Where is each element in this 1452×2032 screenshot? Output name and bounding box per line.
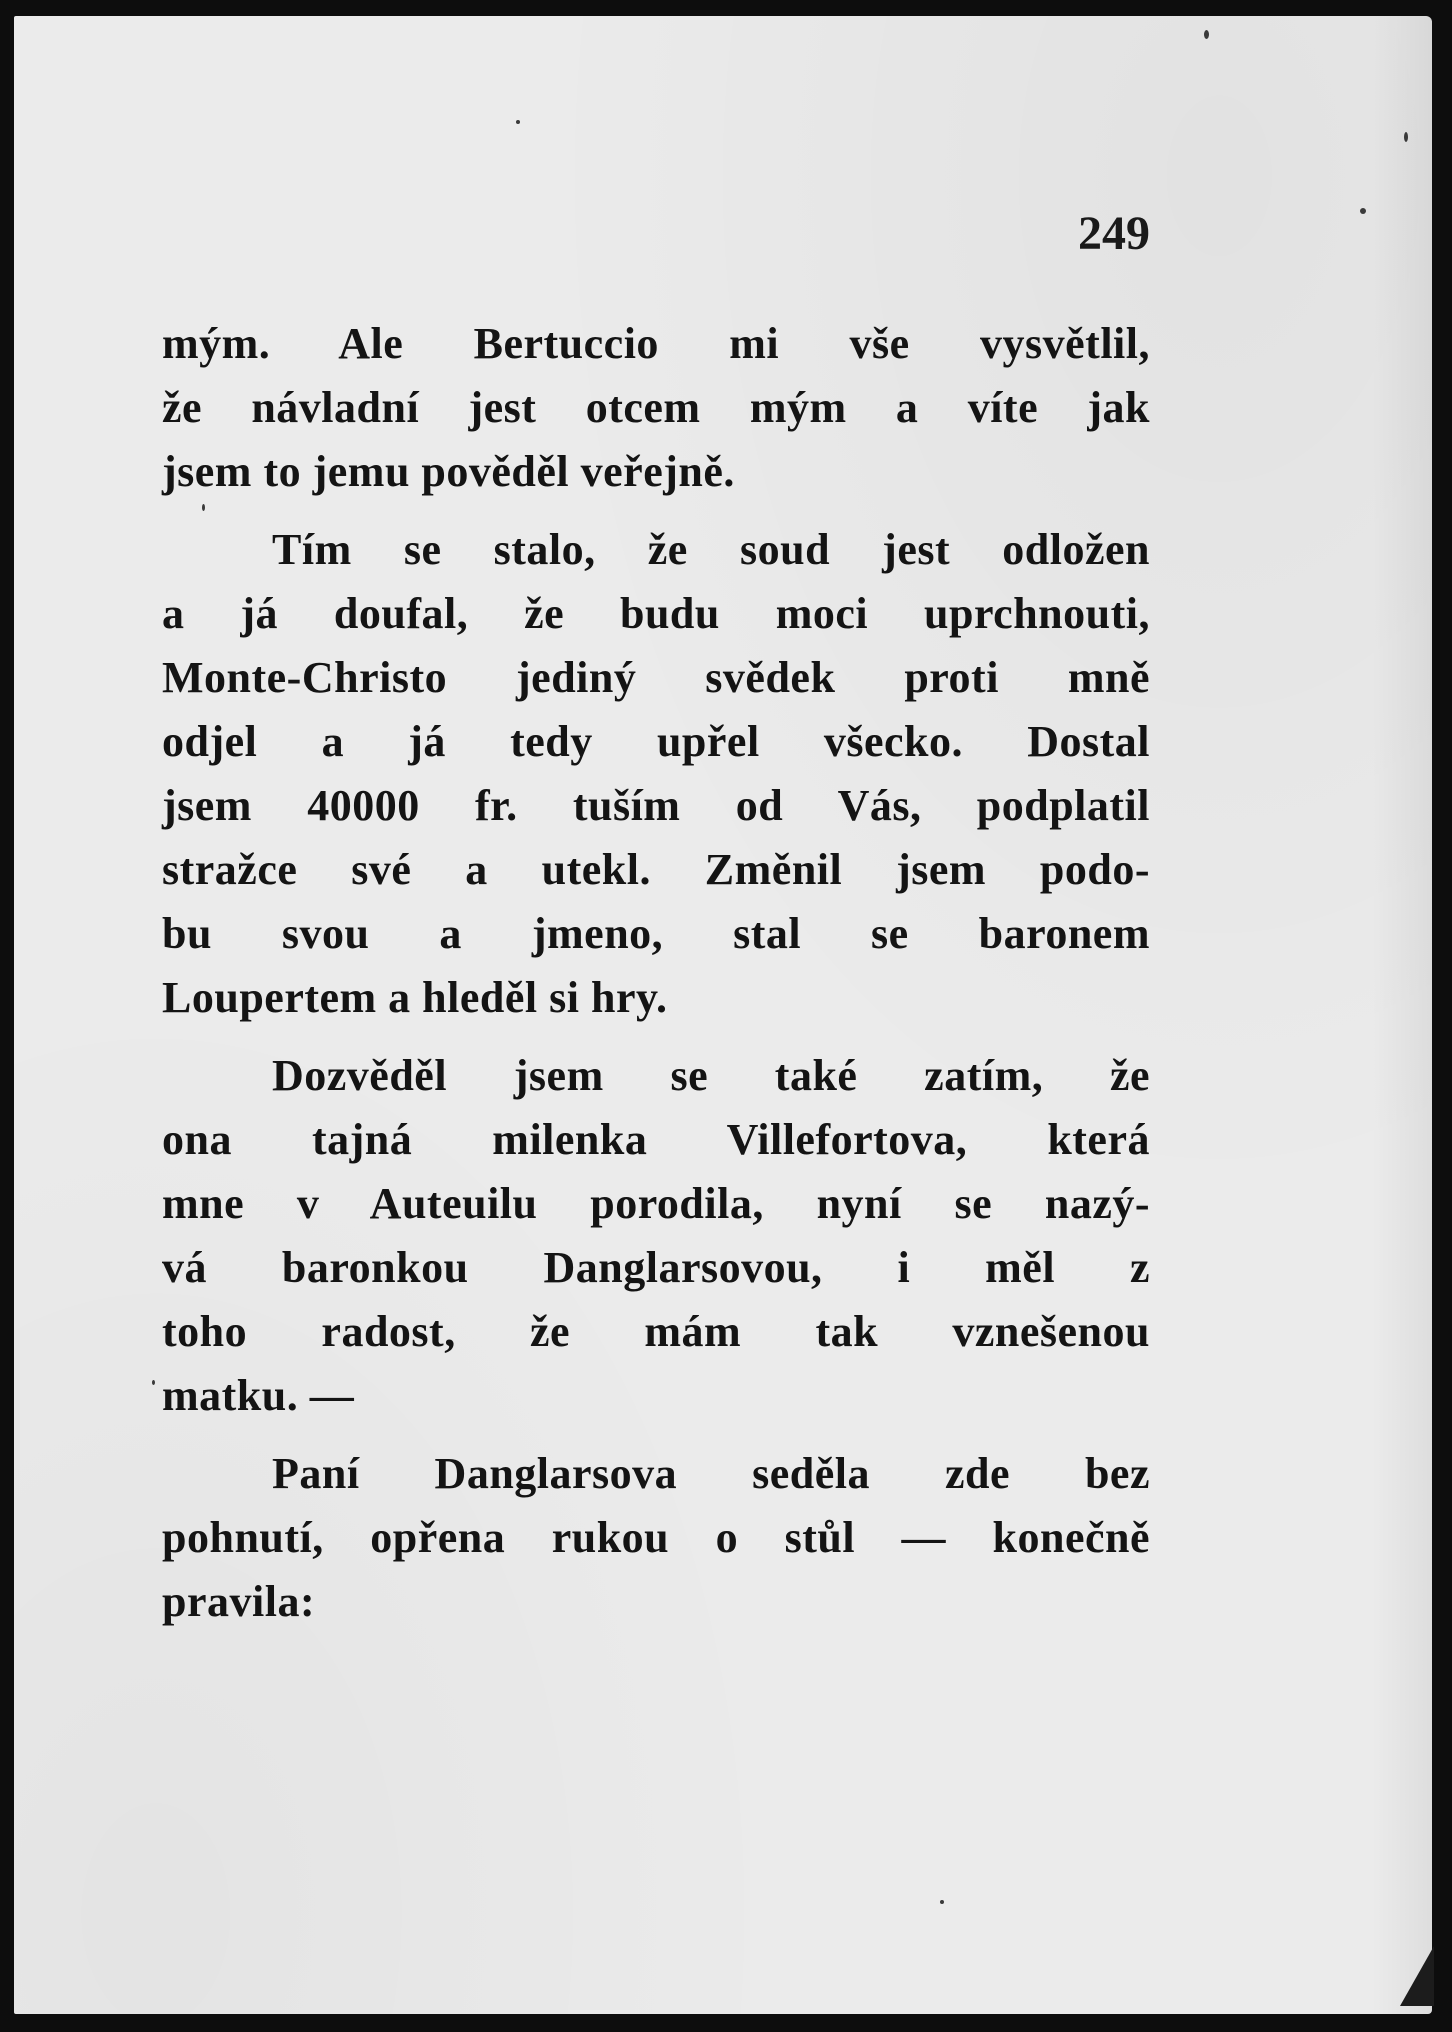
text-line: Tím se stalo, že soud jest odložen [272, 525, 1150, 574]
text-line: Paní Danglarsova seděla zde bez [272, 1449, 1150, 1498]
text-line: ona tajná milenka Villefortova, která [162, 1115, 1150, 1164]
dust-speck [940, 1900, 944, 1904]
text-line: vá baronkou Danglarsovou, i měl z [162, 1243, 1150, 1292]
text-line: Loupertem a hleděl si hry. [162, 973, 668, 1022]
dust-speck [516, 120, 520, 124]
body-text [162, 312, 1150, 1634]
paragraph [162, 1044, 1150, 1428]
text-line: matku. — [162, 1371, 355, 1420]
text-line: a já doufal, že budu moci uprchnouti, [162, 589, 1150, 638]
text-line: bu svou a jmeno, stal se baronem [162, 909, 1150, 958]
page-number: 249 [1078, 207, 1150, 260]
text-line: stražce své a utekl. Změnil jsem podo- [162, 845, 1150, 894]
text-line: Monte-Christo jediný svědek proti mně [162, 653, 1150, 702]
dust-speck [202, 504, 205, 511]
dust-speck [1204, 30, 1209, 39]
text-line: jsem to jemu pověděl veřejně. [162, 447, 735, 496]
text-line: mne v Auteuilu porodila, nyní se nazý- [162, 1179, 1150, 1228]
text-line: Dozvěděl jsem se také zatím, že [272, 1051, 1150, 1100]
dust-speck [152, 1380, 155, 1385]
book-page [14, 16, 1432, 2014]
page-edge-shadow [1372, 16, 1432, 2014]
text-line: pohnutí, opřena rukou o stůl — konečně [162, 1513, 1150, 1562]
text-line: že návladní jest otcem mým a víte jak [162, 383, 1150, 432]
text-line: mým. Ale Bertuccio mi vše vysvětlil, [162, 319, 1150, 368]
paragraph [162, 518, 1150, 1030]
text-line: pravila: [162, 1577, 316, 1626]
dust-speck [1404, 132, 1408, 142]
text-line: odjel a já tedy upřel všecko. Dostal [162, 717, 1150, 766]
dust-speck [1360, 208, 1366, 214]
text-line: toho radost, že mám tak vznešenou [162, 1307, 1150, 1356]
paragraph [162, 1442, 1150, 1634]
text-line: jsem 40000 fr. tuším od Vás, podplatil [162, 781, 1150, 830]
paragraph [162, 312, 1150, 504]
